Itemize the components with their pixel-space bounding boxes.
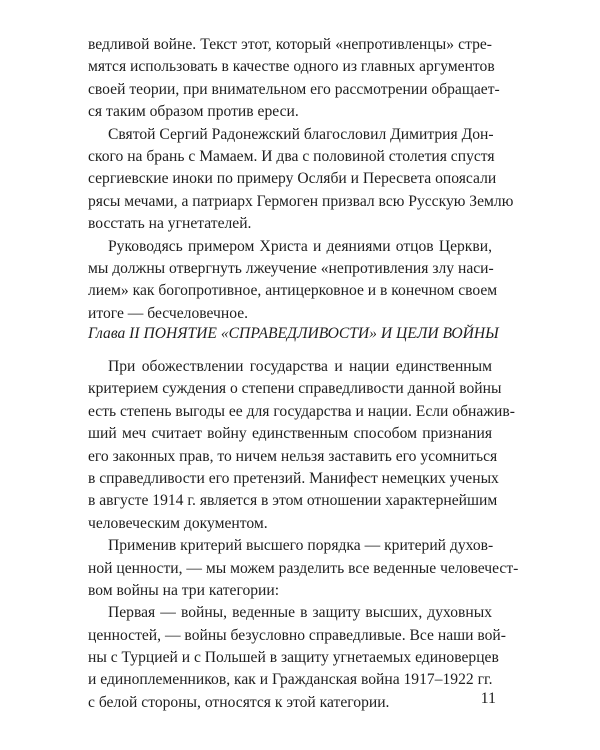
text-line: и единоплеменников, как и Гражданская война 1917–1922 гг. xyxy=(88,671,493,689)
text-line: критерием суждения о степени справедливости данной войны xyxy=(88,380,502,398)
text-line: Первая — войны, веденные в защиту высших, духовных xyxy=(108,604,492,622)
paragraph xyxy=(88,124,514,236)
paragraph xyxy=(88,236,498,326)
text-line: вом войны на три категории: xyxy=(88,581,280,599)
text-line: Святой Сергий Радонежский благословил Димитрия Дон- xyxy=(108,125,494,143)
text-line: человеческим документом. xyxy=(88,514,268,532)
page-number: 11 xyxy=(480,690,496,707)
text-line: с белой стороны, относятся к этой категории. xyxy=(88,693,390,711)
paragraph xyxy=(88,34,500,124)
paragraph xyxy=(88,356,515,535)
text-line: мятся использовать в качестве одного из главных аргументов xyxy=(88,58,495,76)
text-line: сергиевские иноки по примеру Осляби и Пересвета опоясали xyxy=(88,170,497,188)
text-line: итоге — бесчеловечное. xyxy=(88,304,249,322)
text-block-top xyxy=(88,34,514,325)
text-line: его законных прав, то ничем нельзя заставить его усомниться xyxy=(88,447,498,465)
text-block-bottom xyxy=(88,356,519,714)
text-line: мы должны отвергнуть лжеучение «непротивления злу наси- xyxy=(88,259,494,277)
paragraph xyxy=(88,602,506,714)
text-line: Руководясь примером Христа и деяниями отцов Церкви, xyxy=(108,237,492,255)
text-line: ведливой войне. Текст этот, который «непротивленцы» стре- xyxy=(88,36,492,53)
text-line: лием» как богопротивное, антицерковное и в конечном своем xyxy=(88,282,498,300)
text-line: ны с Турцией и с Польшей в защиту угнетаемых единоверцев xyxy=(88,649,499,667)
text-line: в августе 1914 г. является в этом отношении характернейшим xyxy=(88,492,498,510)
paragraph xyxy=(88,535,519,602)
text-line: Применив критерий высшего порядка — критерий духов- xyxy=(108,537,494,555)
text-line: ший меч считает войну единственным способом признания xyxy=(88,425,492,443)
chapter-heading: Глава II ПОНЯТИЕ «СПРАВЕДЛИВОСТИ» И ЦЕЛИ ВОЙНЫ xyxy=(88,325,499,342)
text-line: восстать на угнетателей. xyxy=(88,215,252,233)
text-line: в справедливости его претензий. Манифест немецких ученых xyxy=(88,469,499,487)
text-line: ся таким образом против ереси. xyxy=(88,103,299,121)
text-line: ной ценности, — мы можем разделить все веденные человечест- xyxy=(88,559,519,577)
text-line: есть степень выгоды ее для государства и нации. Если обнажив- xyxy=(88,402,515,420)
text-line: ценностей, — войны безусловно справедливые. Все наши вой- xyxy=(88,626,506,644)
text-line: рясы мечами, а патриарх Гермоген призвал всю Русскую Землю xyxy=(88,192,514,210)
text-line: ского на брань с Мамаем. И два с половиной столетия спустя xyxy=(88,147,495,165)
text-line: своей теории, при внимательном его рассмотрении обращает- xyxy=(88,80,500,98)
text-line: При обожествлении государства и нации единственным xyxy=(108,358,492,375)
